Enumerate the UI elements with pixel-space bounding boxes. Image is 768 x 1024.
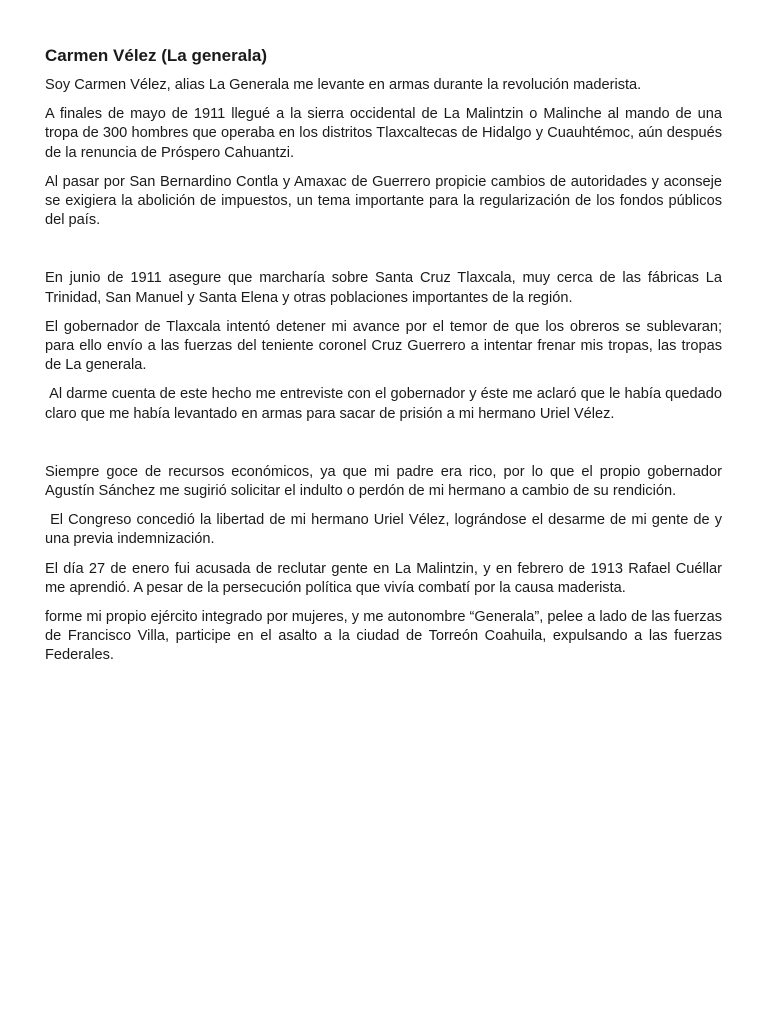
document-title: Carmen Vélez (La generala)	[45, 46, 268, 65]
paragraph: Siempre goce de recursos económicos, ya que mi padre era rico, por lo que el propio gobernador Agustín Sánchez me sugirió solicitar el indulto o perdón de mi hermano a cambio de su rendición.	[45, 463, 722, 500]
paragraph: El Congreso concedió la libertad de mi hermano Uriel Vélez, lográndose el desarme de mi gente de y una previa indemnización.	[45, 512, 727, 548]
blank-line	[45, 240, 722, 269]
paragraph: Al pasar por San Bernardino Contla y Amaxac de Guerrero propicie cambios de autoridades y aconseje se exigiera la abolición de impuestos, un tema importante para la regularización de los fondos públicos del país.	[45, 173, 722, 229]
paragraph: El día 27 de enero fui acusada de reclutar gente en La Malintzin, y en febrero de 1913 Rafael Cuéllar me aprendió. A pesar de la persecución política que vivía combatí por la causa maderista.	[45, 560, 722, 596]
paragraph: El gobernador de Tlaxcala intentó detener mi avance por el temor de que los obreros se sublevaran; para ello envío a las fuerzas del teniente coronel Cruz Guerrero a intentar frenar mis tropas, las tropas de La generala.	[45, 318, 722, 374]
paragraph: forme mi propio ejército integrado por mujeres, y me autonombre “Generala”, pelee a lado de las fuerzas de Francisco Villa, participe en el asalto a la ciudad de Torreón Coahuila, expulsando a las fuerzas Federales.	[45, 609, 722, 664]
blank-line	[45, 434, 722, 463]
paragraph: Al darme cuenta de este hecho me entreviste con el gobernador y éste me aclaró que le había quedado claro que me había levantado en armas para sacar de prisión a mi hermano Uriel Vélez.	[45, 386, 727, 422]
paragraph: En junio de 1911 asegure que marcharía sobre Santa Cruz Tlaxcala, muy cerca de las fábricas La Trinidad, San Manuel y Santa Elena y otras poblaciones importantes de la región.	[45, 270, 722, 306]
paragraph: A finales de mayo de 1911 llegué a la sierra occidental de La Malintzin o Malinche al mando de una tropa de 300 hombres que operaba en los distritos Tlaxcaltecas de Hidalgo y Cuauhtémoc, aún después de la renuncia de Próspero Cahuantzi.	[45, 106, 722, 161]
paragraph: Soy Carmen Vélez, alias La Generala me levante en armas durante la revolución maderista.	[45, 77, 642, 93]
